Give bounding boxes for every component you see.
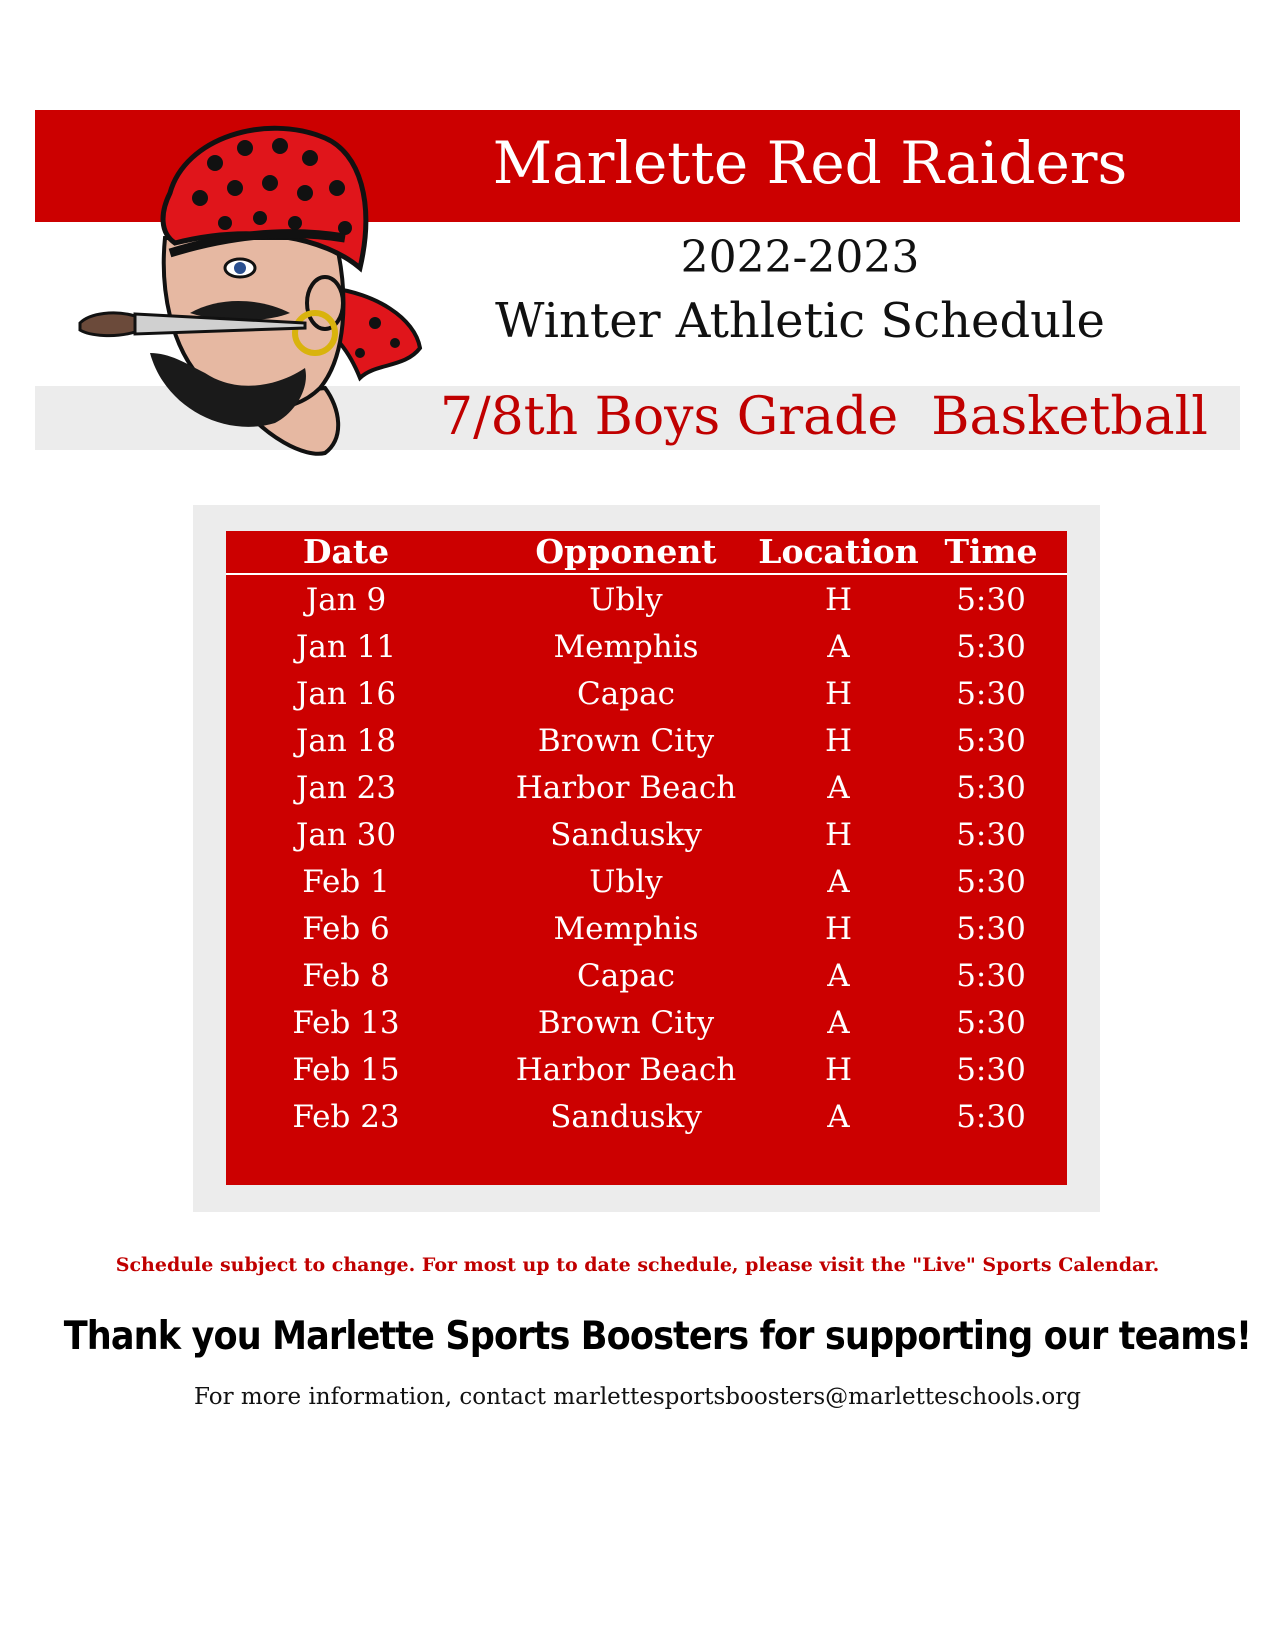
cell-location: H [824, 676, 853, 712]
cell-date: Feb 15 [292, 1052, 400, 1088]
cell-time: 5:30 [956, 676, 1026, 712]
cell-date: Feb 6 [302, 911, 390, 947]
table-header [226, 531, 1067, 575]
cell-date: Jan 23 [295, 770, 397, 806]
table-row [226, 1047, 1067, 1094]
cell-time: 5:30 [956, 582, 1026, 618]
cell-date: Feb 23 [292, 1099, 400, 1135]
cell-location: H [824, 817, 853, 853]
cell-opponent: Capac [577, 676, 675, 712]
cell-date: Jan 30 [295, 817, 397, 853]
column-header-time: Time [944, 532, 1038, 571]
school-name: Marlette Red Raiders [492, 129, 1128, 197]
cell-location: H [824, 582, 853, 618]
pirate-mascot-icon [75, 118, 445, 458]
season-year: 2022-2023 [680, 232, 920, 283]
sport-title: 7/8th Boys Grade Basketball [440, 387, 1208, 447]
cell-opponent: Brown City [537, 723, 715, 759]
table-row [226, 1000, 1067, 1047]
cell-date: Jan 11 [295, 629, 397, 665]
cell-date: Jan 18 [295, 723, 397, 759]
cell-opponent: Ubly [589, 864, 663, 900]
cell-opponent: Ubly [589, 582, 663, 618]
cell-date: Feb 13 [292, 1005, 400, 1041]
cell-opponent: Memphis [553, 911, 699, 947]
column-header-location: Location [758, 532, 919, 571]
cell-location: A [827, 1005, 850, 1041]
cell-location: H [824, 723, 853, 759]
cell-date: Feb 1 [302, 864, 390, 900]
column-header-opponent: Opponent [535, 532, 717, 571]
column-header-date: Date [302, 532, 390, 571]
cell-time: 5:30 [956, 1052, 1026, 1088]
schedule-table [226, 531, 1067, 1185]
cell-opponent: Harbor Beach [515, 770, 737, 806]
table-row [226, 765, 1067, 812]
cell-time: 5:30 [956, 1005, 1026, 1041]
cell-location: A [827, 770, 850, 806]
cell-opponent: Sandusky [550, 1099, 702, 1135]
cell-time: 5:30 [956, 1099, 1026, 1135]
table-row [226, 671, 1067, 718]
cell-time: 5:30 [956, 864, 1026, 900]
boosters-thanks: Thank you Marlette Sports Boosters for supporting our teams! [63, 1314, 1252, 1359]
cell-opponent: Harbor Beach [515, 1052, 737, 1088]
contact-info: For more information, contact marlettesportsboosters@marletteschools.org [194, 1384, 1081, 1410]
table-row [226, 859, 1067, 906]
cell-date: Jan 9 [305, 582, 387, 618]
cell-opponent: Brown City [537, 1005, 715, 1041]
table-row [226, 906, 1067, 953]
cell-date: Feb 8 [302, 958, 390, 994]
cell-opponent: Memphis [553, 629, 699, 665]
table-row [226, 953, 1067, 1000]
cell-location: H [824, 911, 853, 947]
table-row [226, 577, 1067, 624]
cell-location: A [827, 1099, 850, 1135]
schedule-notice: Schedule subject to change. For most up to date schedule, please visit the "Live" Sports Calendar. [115, 1254, 1160, 1276]
cell-time: 5:30 [956, 958, 1026, 994]
cell-time: 5:30 [956, 629, 1026, 665]
cell-location: A [827, 864, 850, 900]
table-row [226, 1094, 1067, 1141]
cell-time: 5:30 [956, 817, 1026, 853]
cell-time: 5:30 [956, 911, 1026, 947]
table-row [226, 812, 1067, 859]
table-row [226, 624, 1067, 671]
cell-time: 5:30 [956, 770, 1026, 806]
cell-location: H [824, 1052, 853, 1088]
cell-location: A [827, 629, 850, 665]
table-row [226, 718, 1067, 765]
cell-date: Jan 16 [295, 676, 397, 712]
cell-opponent: Capac [577, 958, 675, 994]
cell-location: A [827, 958, 850, 994]
schedule-title: Winter Athletic Schedule [495, 293, 1105, 349]
cell-time: 5:30 [956, 723, 1026, 759]
cell-opponent: Sandusky [550, 817, 702, 853]
